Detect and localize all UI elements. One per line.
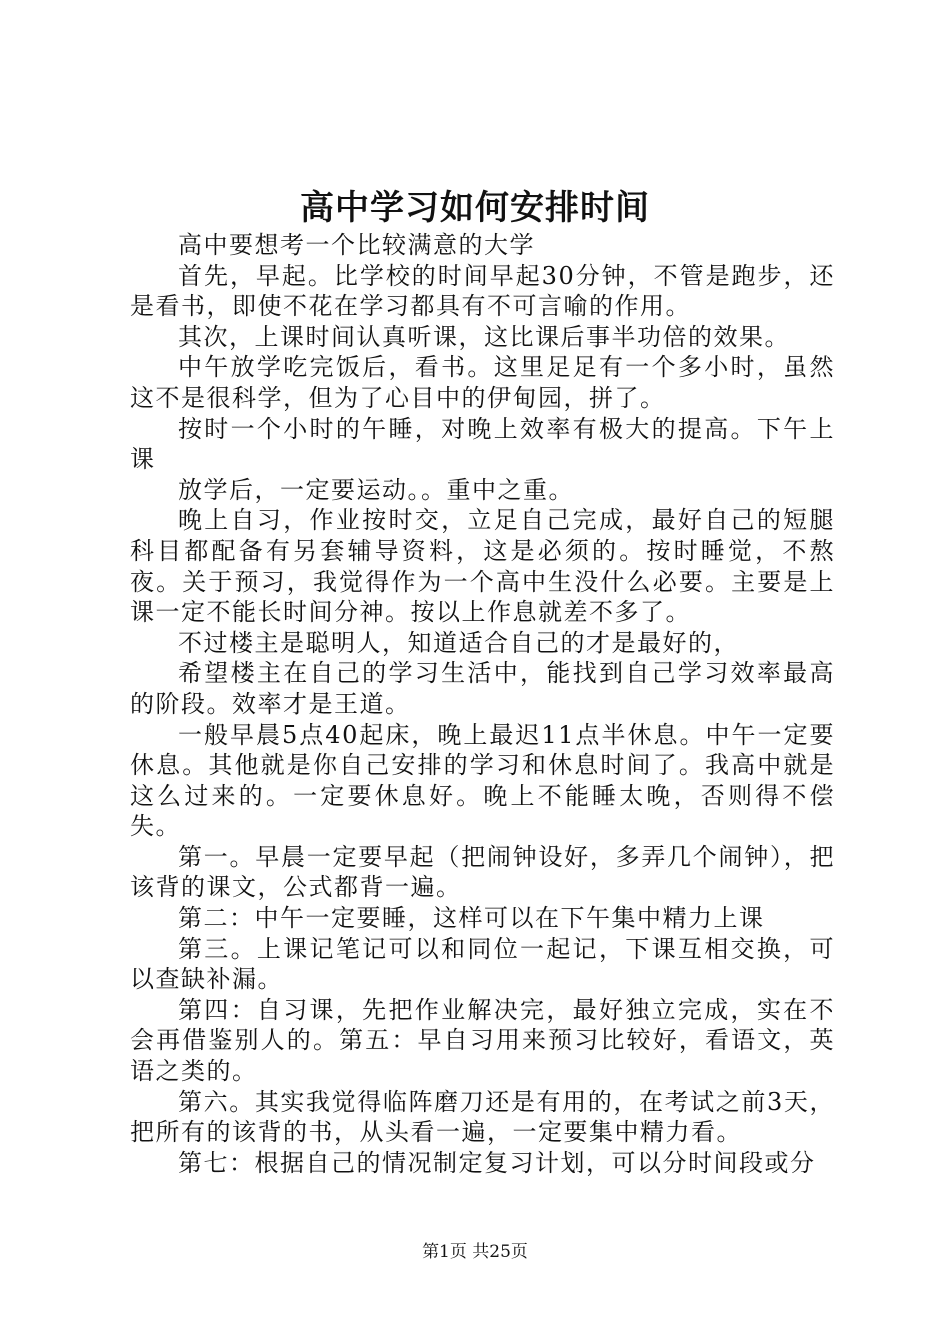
document-body — [130, 230, 835, 1178]
paragraph: 不过楼主是聪明人，知道适合自己的才是最好的， — [178, 628, 739, 657]
paragraph: 首先，早起。比学校的时间早起30分钟，不管是跑步，还是看书，即使不花在学习都具有不可言喻的作用。 — [130, 261, 835, 321]
paragraph: 第七：根据自己的情况制定复习计划，可以分时间段或分 — [178, 1148, 816, 1177]
paragraph: 第六。其实我觉得临阵磨刀还是有用的，在考试之前3天，把所有的该背的书，从头看一遍，一定要集中精力看。 — [130, 1087, 835, 1147]
paragraph: 一般早晨5点40起床，晚上最迟11点半休息。中午一定要休息。其他就是你自己安排的学习和休息时间了。我高中就是这么过来的。一定要休息好。晚上不能睡太晚，否则得不偿失。 — [130, 720, 835, 841]
paragraph: 高中要想考一个比较满意的大学 — [178, 231, 535, 259]
paragraph: 中午放学吃完饭后，看书。这里足足有一个多小时，虽然这不是很科学，但为了心目中的伊甸园，拼了。 — [130, 353, 835, 412]
paragraph: 按时一个小时的午睡，对晚上效率有极大的提高。下午上课 — [130, 414, 835, 474]
paragraph: 其次，上课时间认真听课，这比课后事半功倍的效果。 — [178, 322, 790, 351]
paragraph: 第三。上课记笔记可以和同位一起记，下课互相交换，可以查缺补漏。 — [130, 934, 835, 994]
paragraph: 第一。早晨一定要早起（把闹钟设好，多弄几个闹钟），把该背的课文，公式都背一遍。 — [130, 842, 835, 902]
paragraph: 第四：自习课，先把作业解决完，最好独立完成，实在不会再借鉴别人的。第五：早自习用来预习比较好，看语文，英语之类的。 — [130, 995, 835, 1086]
page-number-footer: 第1页 共25页 — [422, 1242, 528, 1262]
document-title: 高中学习如何安排时间 — [300, 188, 650, 228]
paragraph: 第二：中午一定要睡，这样可以在下午集中精力上课 — [178, 904, 765, 933]
paragraph: 希望楼主在自己的学习生活中，能找到自己学习效率最高的阶段。效率才是王道。 — [130, 659, 835, 718]
paragraph: 晚上自习，作业按时交，立足自己完成，最好自己的短腿科目都配备有另套辅导资料，这是必须的。按时睡觉，不熬夜。关于预习，我觉得作为一个高中生没什么必要。主要是上课一定不能长时间分神。按以上作息就差不多了。 — [130, 506, 835, 627]
paragraph: 放学后，一定要运动。。重中之重。 — [178, 475, 574, 504]
